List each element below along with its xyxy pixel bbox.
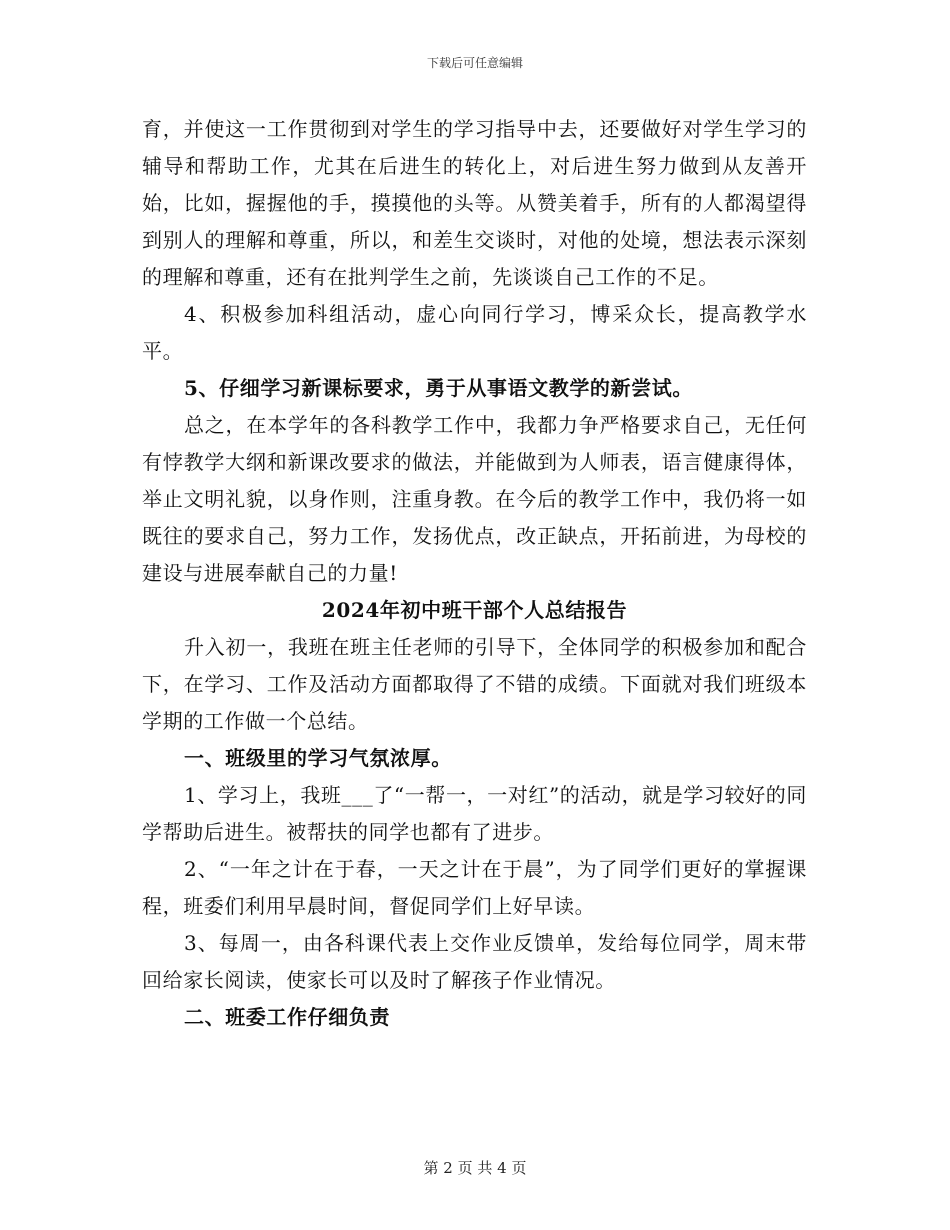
paragraph-point-3: 3、每周一，由各科课代表上交作业反馈单，发给每位同学，周末带回给家长阅读，使家长可以及时了解孩子作业情况。 (142, 931, 807, 992)
paragraph-continuation: 育，并使这一工作贯彻到对学生的学习指导中去，还要做好对学生学习的辅导和帮助工作，尤其在后进生的转化上，对后进生努力做到从友善开始，比如，握握他的手，摸摸他的头等。从赞美着手，所有的人都渴望得到别人的理解和尊重，所以，和差生交谈时，对他的处境，想法表示深刻的理解和尊重，还有在批判学生之前，先谈谈自己工作的不足。 (142, 117, 807, 289)
page-footer: 第 2 页 共 4 页 (423, 1159, 527, 1177)
paragraph-item-4: 4、积极参加科组活动，虚心向同行学习，博采众长，提高教学水平。 (142, 302, 807, 363)
heading-section-1: 一、班级里的学习气氛浓厚。 (184, 746, 452, 770)
paragraph-point-1: 1、学习上，我班___了“一帮一，一对红”的活动，就是学习较好的同学帮助后进生。被帮扶的同学也都有了进步。 (142, 783, 807, 844)
paragraph-intro: 升入初一，我班在班主任老师的引导下，全体同学的积极参加和配合下，在学习、工作及活动方面都取得了不错的成绩。下面就对我们班级本学期的工作做一个总结。 (142, 635, 807, 733)
paragraph-point-2: 2、“一年之计在于春，一天之计在于晨”，为了同学们更好的掌握课程，班委们利用早晨时间，督促同学们上好早读。 (142, 857, 807, 918)
heading-section-2: 二、班委工作仔细负责 (184, 1005, 390, 1029)
section-title: 2024年初中班干部个人总结报告 (321, 598, 628, 622)
page-header: 下载后可任意编辑 (426, 56, 523, 70)
document-body (142, 111, 807, 1036)
paragraph-summary: 总之，在本学年的各科教学工作中，我都力争严格要求自己，无任何有悖教学大纲和新课改要求的做法，并能做到为人师表，语言健康得体，举止文明礼貌，以身作则，注重身教。在今后的教学工作中，我仍将一如既往的要求自己，努力工作，发扬优点，改正缺点，开拓前进，为母校的建设与进展奉献自己的力量! (142, 413, 807, 585)
paragraph-item-5: 5、仔细学习新课标要求，勇于从事语文教学的新尝试。 (184, 376, 693, 400)
